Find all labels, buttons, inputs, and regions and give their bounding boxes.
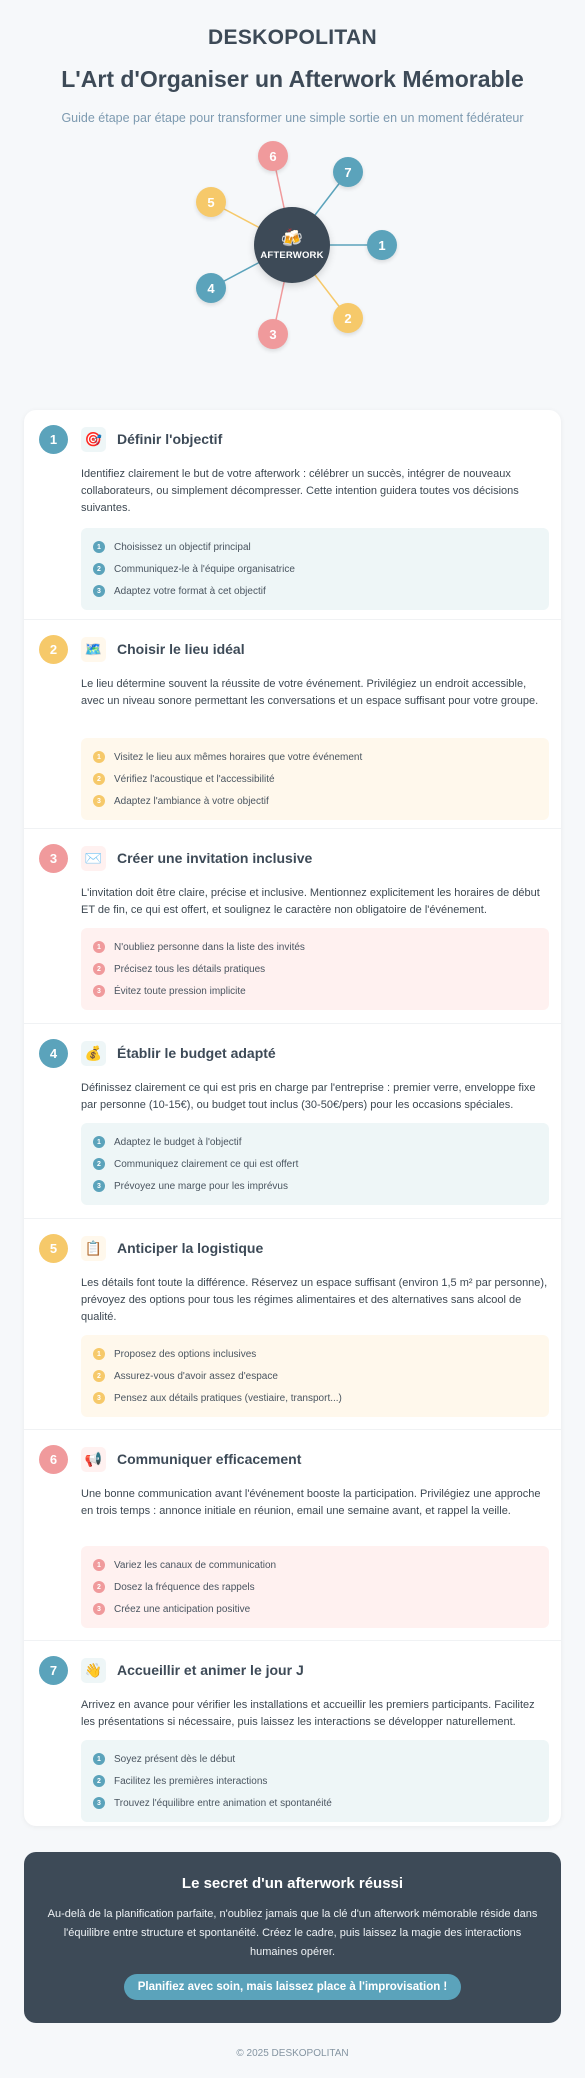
- tip-text: Adaptez le budget à l'objectif: [114, 1136, 242, 1148]
- tip-number: 2: [93, 1158, 105, 1170]
- step-number: 6: [39, 1445, 68, 1474]
- tip-number: 3: [93, 585, 105, 597]
- tip-number: 2: [93, 1581, 105, 1593]
- tip-number: 1: [93, 941, 105, 953]
- tip-text: Assurez-vous d'avoir assez d'espace: [114, 1370, 278, 1382]
- tip-item: [93, 1343, 537, 1365]
- step-number: 7: [39, 1656, 68, 1685]
- tip-item: [93, 1554, 537, 1576]
- secret-box: [24, 1852, 561, 2023]
- page-title: L'Art d'Organiser un Afterwork Mémorable: [61, 66, 524, 92]
- tip-text: Choisissez un objectif principal: [114, 541, 251, 553]
- hub-node-7: 7: [333, 157, 363, 187]
- step-number: 2: [39, 635, 68, 664]
- tip-item: [93, 936, 537, 958]
- steps-hub-diagram: [0, 141, 585, 366]
- step-1: [24, 410, 561, 619]
- hub-node-1: 1: [367, 230, 397, 260]
- tip-number: 1: [93, 1136, 105, 1148]
- hub-node-5: 5: [196, 187, 226, 217]
- tip-text: Précisez tous les détails pratiques: [114, 963, 266, 975]
- step-7: [24, 1641, 561, 1826]
- step-title: Créer une invitation inclusive: [117, 850, 313, 866]
- step-title: Anticiper la logistique: [117, 1240, 264, 1256]
- step-tips: [81, 528, 549, 610]
- secret-title: Le secret d'un afterwork réussi: [181, 1875, 404, 1892]
- tip-item: [93, 958, 537, 980]
- tip-number: 2: [93, 563, 105, 575]
- step-description: L'invitation doit être claire, précise et inclusive. Mentionnez explicitement les horaires de début ET de fin, ce qui est offert, et soulignez le caractère non obligatoire de l'événement.: [81, 887, 540, 916]
- brand-name: DESKOPOLITAN: [208, 26, 377, 49]
- tip-text: Adaptez votre format à cet objectif: [114, 585, 266, 597]
- tip-text: Trouvez l'équilibre entre animation et spontanéité: [114, 1797, 332, 1809]
- page-subtitle: Guide étape par étape pour transformer une simple sortie en un moment fédérateur: [61, 111, 524, 125]
- tip-text: Dosez la fréquence des rappels: [114, 1581, 255, 1593]
- megaphone-icon: 📢: [81, 1447, 106, 1472]
- hub-node-2: 2: [333, 303, 363, 333]
- tip-item: [93, 1175, 537, 1197]
- steps-card: [24, 410, 561, 1826]
- tip-number: 2: [93, 773, 105, 785]
- step-description: Le lieu détermine souvent la réussite de votre événement. Privilégiez un endroit accessible, avec un niveau sonore permettant les conversations et un espace suffisant pour votre groupe.: [81, 678, 539, 707]
- step-tips: [81, 1335, 549, 1417]
- tip-text: Vérifiez l'acoustique et l'accessibilité: [114, 773, 275, 785]
- tip-number: 1: [93, 1559, 105, 1571]
- tip-item: [93, 1792, 537, 1814]
- tip-number: 2: [93, 1775, 105, 1787]
- tip-text: Communiquez clairement ce qui est offert: [114, 1158, 299, 1170]
- waving-hand-icon: 👋: [81, 1658, 106, 1683]
- tip-item: [93, 746, 537, 768]
- tip-number: 3: [93, 795, 105, 807]
- step-tips: [81, 738, 549, 820]
- tip-text: Créez une anticipation positive: [114, 1603, 251, 1615]
- tip-number: 3: [93, 1797, 105, 1809]
- tip-text: Soyez présent dès le début: [114, 1753, 236, 1765]
- tip-item: [93, 768, 537, 790]
- tip-number: 1: [93, 751, 105, 763]
- map-icon: 🗺️: [81, 637, 106, 662]
- step-title: Communiquer efficacement: [117, 1451, 302, 1467]
- tip-number: 1: [93, 1348, 105, 1360]
- tip-text: Proposez des options inclusives: [114, 1348, 257, 1360]
- tip-number: 3: [93, 1180, 105, 1192]
- tip-item: [93, 1153, 537, 1175]
- clipboard-icon: 📋: [81, 1236, 106, 1261]
- tip-text: Adaptez l'ambiance à votre objectif: [114, 795, 269, 807]
- step-description: Identifiez clairement le but de votre afterwork : célébrer un succès, intégrer de nouveaux collaborateurs, ou simplement décompresser. Cette intention guidera toutes vos décisions suivantes.: [81, 468, 519, 514]
- tip-text: Communiquez-le à l'équipe organisatrice: [114, 563, 295, 575]
- tip-number: 3: [93, 1392, 105, 1404]
- tip-item: [93, 1576, 537, 1598]
- envelope-icon: ✉️: [81, 846, 106, 871]
- step-title: Accueillir et animer le jour J: [117, 1662, 304, 1678]
- step-title: Choisir le lieu idéal: [117, 641, 245, 657]
- tip-item: [93, 980, 537, 1002]
- tip-text: Facilitez les premières interactions: [114, 1775, 268, 1787]
- tip-item: [93, 1387, 537, 1409]
- money-bag-icon: 💰: [81, 1041, 106, 1066]
- tip-text: Variez les canaux de communication: [114, 1559, 277, 1571]
- tip-text: N'oubliez personne dans la liste des invités: [114, 941, 305, 953]
- step-description: Une bonne communication avant l'événement booste la participation. Privilégiez une approche en trois temps : annonce initiale en réunion, email une semaine avant, et rappel la veille.: [81, 1488, 541, 1517]
- copyright: © 2025 DESKOPOLITAN: [236, 2048, 349, 2059]
- tip-item: [93, 1365, 537, 1387]
- tip-item: [93, 790, 537, 812]
- tip-number: 2: [93, 1370, 105, 1382]
- step-tips: [81, 1740, 549, 1822]
- step-2: [24, 620, 561, 828]
- tip-item: [93, 558, 537, 580]
- tip-item: [93, 1598, 537, 1620]
- hub-center-label: AFTERWORK: [260, 250, 324, 261]
- step-number: 3: [39, 844, 68, 873]
- hub-node-4: 4: [196, 273, 226, 303]
- tip-item: [93, 580, 537, 602]
- step-6: [24, 1430, 561, 1640]
- hub-node-3: 3: [258, 319, 288, 349]
- tip-number: 1: [93, 1753, 105, 1765]
- step-tips: [81, 1546, 549, 1628]
- step-description: Arrivez en avance pour vérifier les installations et accueillir les premiers participants. Facilitez les présentations si nécessaire, puis laissez les interactions se développer naturellement.: [81, 1699, 535, 1728]
- step-number: 5: [39, 1234, 68, 1263]
- tip-text: Évitez toute pression implicite: [114, 985, 246, 997]
- tip-text: Pensez aux détails pratiques (vestiaire, transport...): [114, 1392, 342, 1404]
- tip-text: Visitez le lieu aux mêmes horaires que votre événement: [114, 751, 363, 763]
- tip-number: 3: [93, 985, 105, 997]
- step-4: [24, 1024, 561, 1218]
- tip-text: Prévoyez une marge pour les imprévus: [114, 1180, 288, 1192]
- step-tips: [81, 928, 549, 1010]
- step-title: Définir l'objectif: [117, 431, 223, 447]
- tip-number: 1: [93, 541, 105, 553]
- tip-item: [93, 1748, 537, 1770]
- hub-center: [254, 207, 330, 283]
- step-number: 4: [39, 1039, 68, 1068]
- page-header: [0, 0, 585, 125]
- step-description: Les détails font toute la différence. Réservez un espace suffisant (environ 1,5 m² par personne), prévoyez des options pour tous les régimes alimentaires et des alternatives sans alcool de qualité.: [81, 1277, 548, 1323]
- secret-text: Au-delà de la planification parfaite, n'oubliez jamais que la clé d'un afterwork mémorable réside dans l'équilibre entre structure et spontanéité. Créez le cadre, puis laissez la magie des interactions humaines opérer.: [47, 1908, 538, 1958]
- step-title: Établir le budget adapté: [117, 1045, 276, 1061]
- tip-number: 3: [93, 1603, 105, 1615]
- step-tips: [81, 1123, 549, 1205]
- step-description: Définissez clairement ce qui est pris en charge par l'entreprise : premier verre, enveloppe fixe par personne (10-15€), ou budget tout inclus (30-50€/pers) pour les occasions spéciales.: [81, 1082, 536, 1111]
- step-3: [24, 829, 561, 1023]
- tip-item: [93, 1131, 537, 1153]
- step-5: [24, 1219, 561, 1429]
- tip-item: [93, 1770, 537, 1792]
- beer-mugs-icon: 🍻: [280, 228, 304, 248]
- step-number: 1: [39, 425, 68, 454]
- tip-number: 2: [93, 963, 105, 975]
- secret-cta-badge: Planifiez avec soin, mais laissez place à l'improvisation !: [124, 1974, 462, 2000]
- target-icon: 🎯: [81, 427, 106, 452]
- hub-node-6: 6: [258, 141, 288, 171]
- tip-item: [93, 536, 537, 558]
